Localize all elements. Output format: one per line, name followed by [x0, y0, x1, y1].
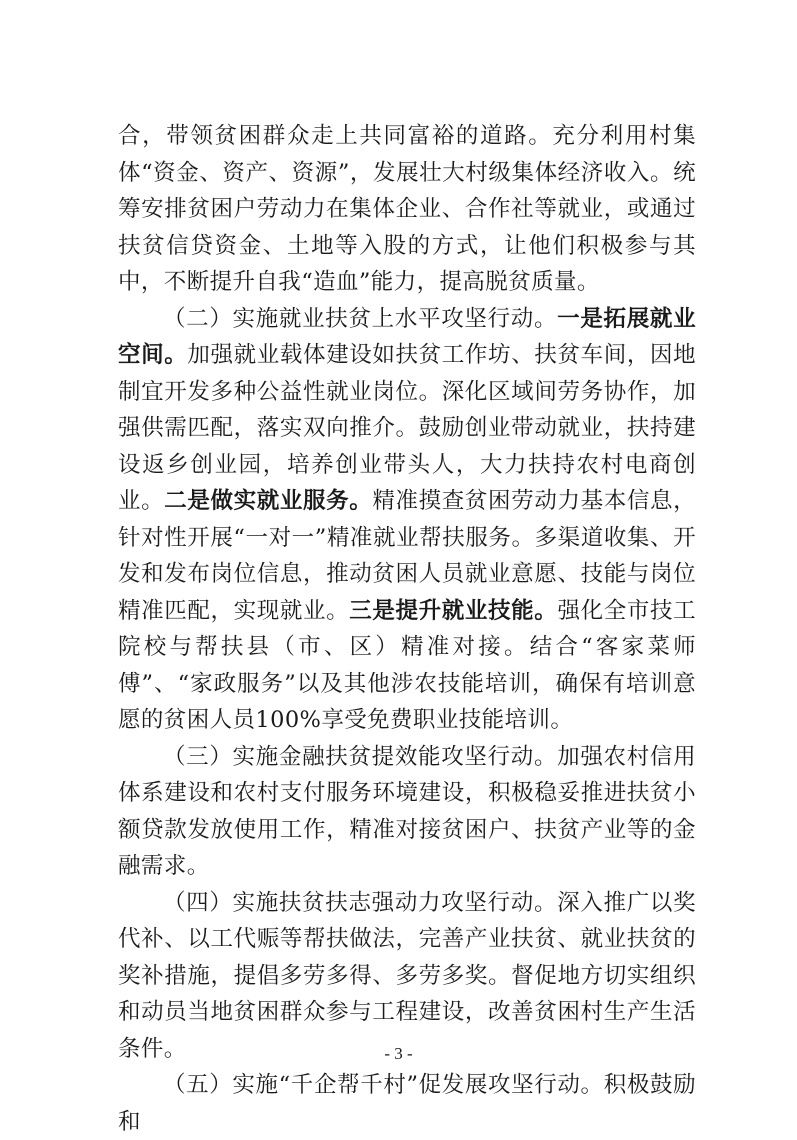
text-run: （五）实施“千企帮千村”促发展攻坚行动。积极鼓励和 [118, 1072, 696, 1135]
text-run: （二）实施就业扶贫上水平攻坚行动。 [163, 305, 558, 332]
bold-text-run: 三是提升就业技能。 [349, 597, 558, 624]
bold-text-run: 二是做实就业服务。 [164, 488, 373, 514]
text-run: 加强就业载体建设如扶贫工作坊、扶贫车间，因地制宜开发多种公益性就业岗位。深化区域间劳务协作，加强供需匹配，落实双向推介。鼓励创业带动就业，扶持建设返乡创业园，培养创业带头人，大力扶持农村电商创业。 [118, 342, 696, 514]
bold-text-run: 一是拓展就业空间。 [118, 305, 696, 368]
text-run: 强化全市技工院校与帮扶县（市、区）精准对接。结合“客家菜师傅”、“家政服务”以及其他涉农技能培训，确保有培训意愿的贫困人员100%享受免费职业技能培训。 [118, 597, 696, 733]
paragraph-p5 [118, 1067, 696, 1140]
text-run: 精准摸查贫困劳动力基本信息，针对性开展“一对一”精准就业帮扶服务。多渠道收集、开发和发布岗位信息，推动贫困人员就业意愿、技能与岗位精准匹配，实现就业。 [118, 488, 696, 624]
page-number: - 3 - [384, 1044, 413, 1063]
document-body [118, 118, 696, 1140]
paragraph-p2 [118, 301, 696, 739]
text-run: （三）实施金融扶贫提效能攻坚行动。加强农村信用体系建设和农村支付服务环境建设，积极稳妥推进扶贫小额贷款发放使用工作，精准对接贫困户、扶贫产业等的金融需求。 [118, 743, 696, 879]
paragraph-p3 [118, 739, 696, 885]
paragraph-p4 [118, 885, 696, 1068]
paragraph-p1 [118, 118, 696, 301]
text-run: （四）实施扶贫扶志强动力攻坚行动。深入推广以奖代补、以工代赈等帮扶做法，完善产业扶贫、就业扶贫的奖补措施，提倡多劳多得、多劳多奖。督促地方切实组织和动员当地贫困群众参与工程建设，改善贫困村生产生活条件。 [118, 889, 696, 1062]
text-run: 合，带领贫困群众走上共同富裕的道路。充分利用村集体“资金、资产、资源”，发展壮大村级集体经济收入。统筹安排贫困户劳动力在集体企业、合作社等就业，或通过扶贫信贷资金、土地等入股的方式，让他们积极参与其中，不断提升自我“造血”能力，提高脱贫质量。 [118, 123, 696, 295]
